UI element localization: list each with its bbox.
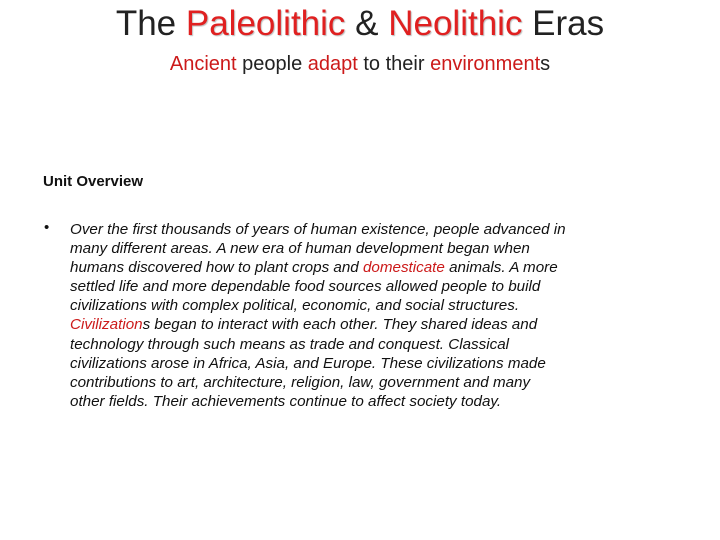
term-civilization: Civilization <box>70 316 143 334</box>
paragraph-line: contributions to art, architecture, religion, law, government and many <box>70 373 531 391</box>
subtitle-term-ancient: Ancient <box>169 53 237 75</box>
subtitle-term-adapt: adapt <box>307 53 358 75</box>
paragraph-line: many different areas. A new era of human development began when <box>70 240 530 258</box>
paragraph-line: civilizations with complex political, economic, and social structures. <box>70 297 520 315</box>
title-text: Eras <box>522 4 605 43</box>
subtitle-text: to their <box>357 53 431 75</box>
term-domesticate: domesticate <box>362 259 445 277</box>
slide-subtitle <box>0 50 720 78</box>
paragraph-line: civilizations arose in Africa, Asia, and Europe. These civilizations made <box>70 354 546 372</box>
paragraph-text: s began to interact with each other. They shared ideas and <box>142 316 538 334</box>
paragraph-line: settled life and more dependable food sources allowed people to build <box>70 278 541 296</box>
paragraph-line <box>70 315 680 334</box>
subtitle-term-environment: environment <box>430 53 541 75</box>
title-term-paleolithic: Paleolithic <box>185 4 346 43</box>
paragraph-line: other fields. Their achievements continue to affect society today. <box>70 392 502 410</box>
paragraph-line: Over the first thousands of years of human existence, people advanced in <box>70 221 566 238</box>
paragraph-line: technology through such means as trade and conquest. Classical <box>70 335 510 353</box>
paragraph-text: humans discovered how to plant crops and <box>70 259 363 277</box>
paragraph-text: animals. A more <box>444 259 558 277</box>
title-text: The <box>115 4 186 43</box>
title-text: & <box>345 4 389 43</box>
subtitle-text: people <box>236 53 308 75</box>
slide-title <box>0 2 720 46</box>
title-term-neolithic: Neolithic <box>388 4 523 43</box>
bullet-icon: • <box>44 219 50 236</box>
section-heading: Unit Overview <box>43 173 144 190</box>
overview-paragraph <box>70 220 680 411</box>
paragraph-line <box>70 258 680 277</box>
subtitle-text: s <box>540 53 551 75</box>
